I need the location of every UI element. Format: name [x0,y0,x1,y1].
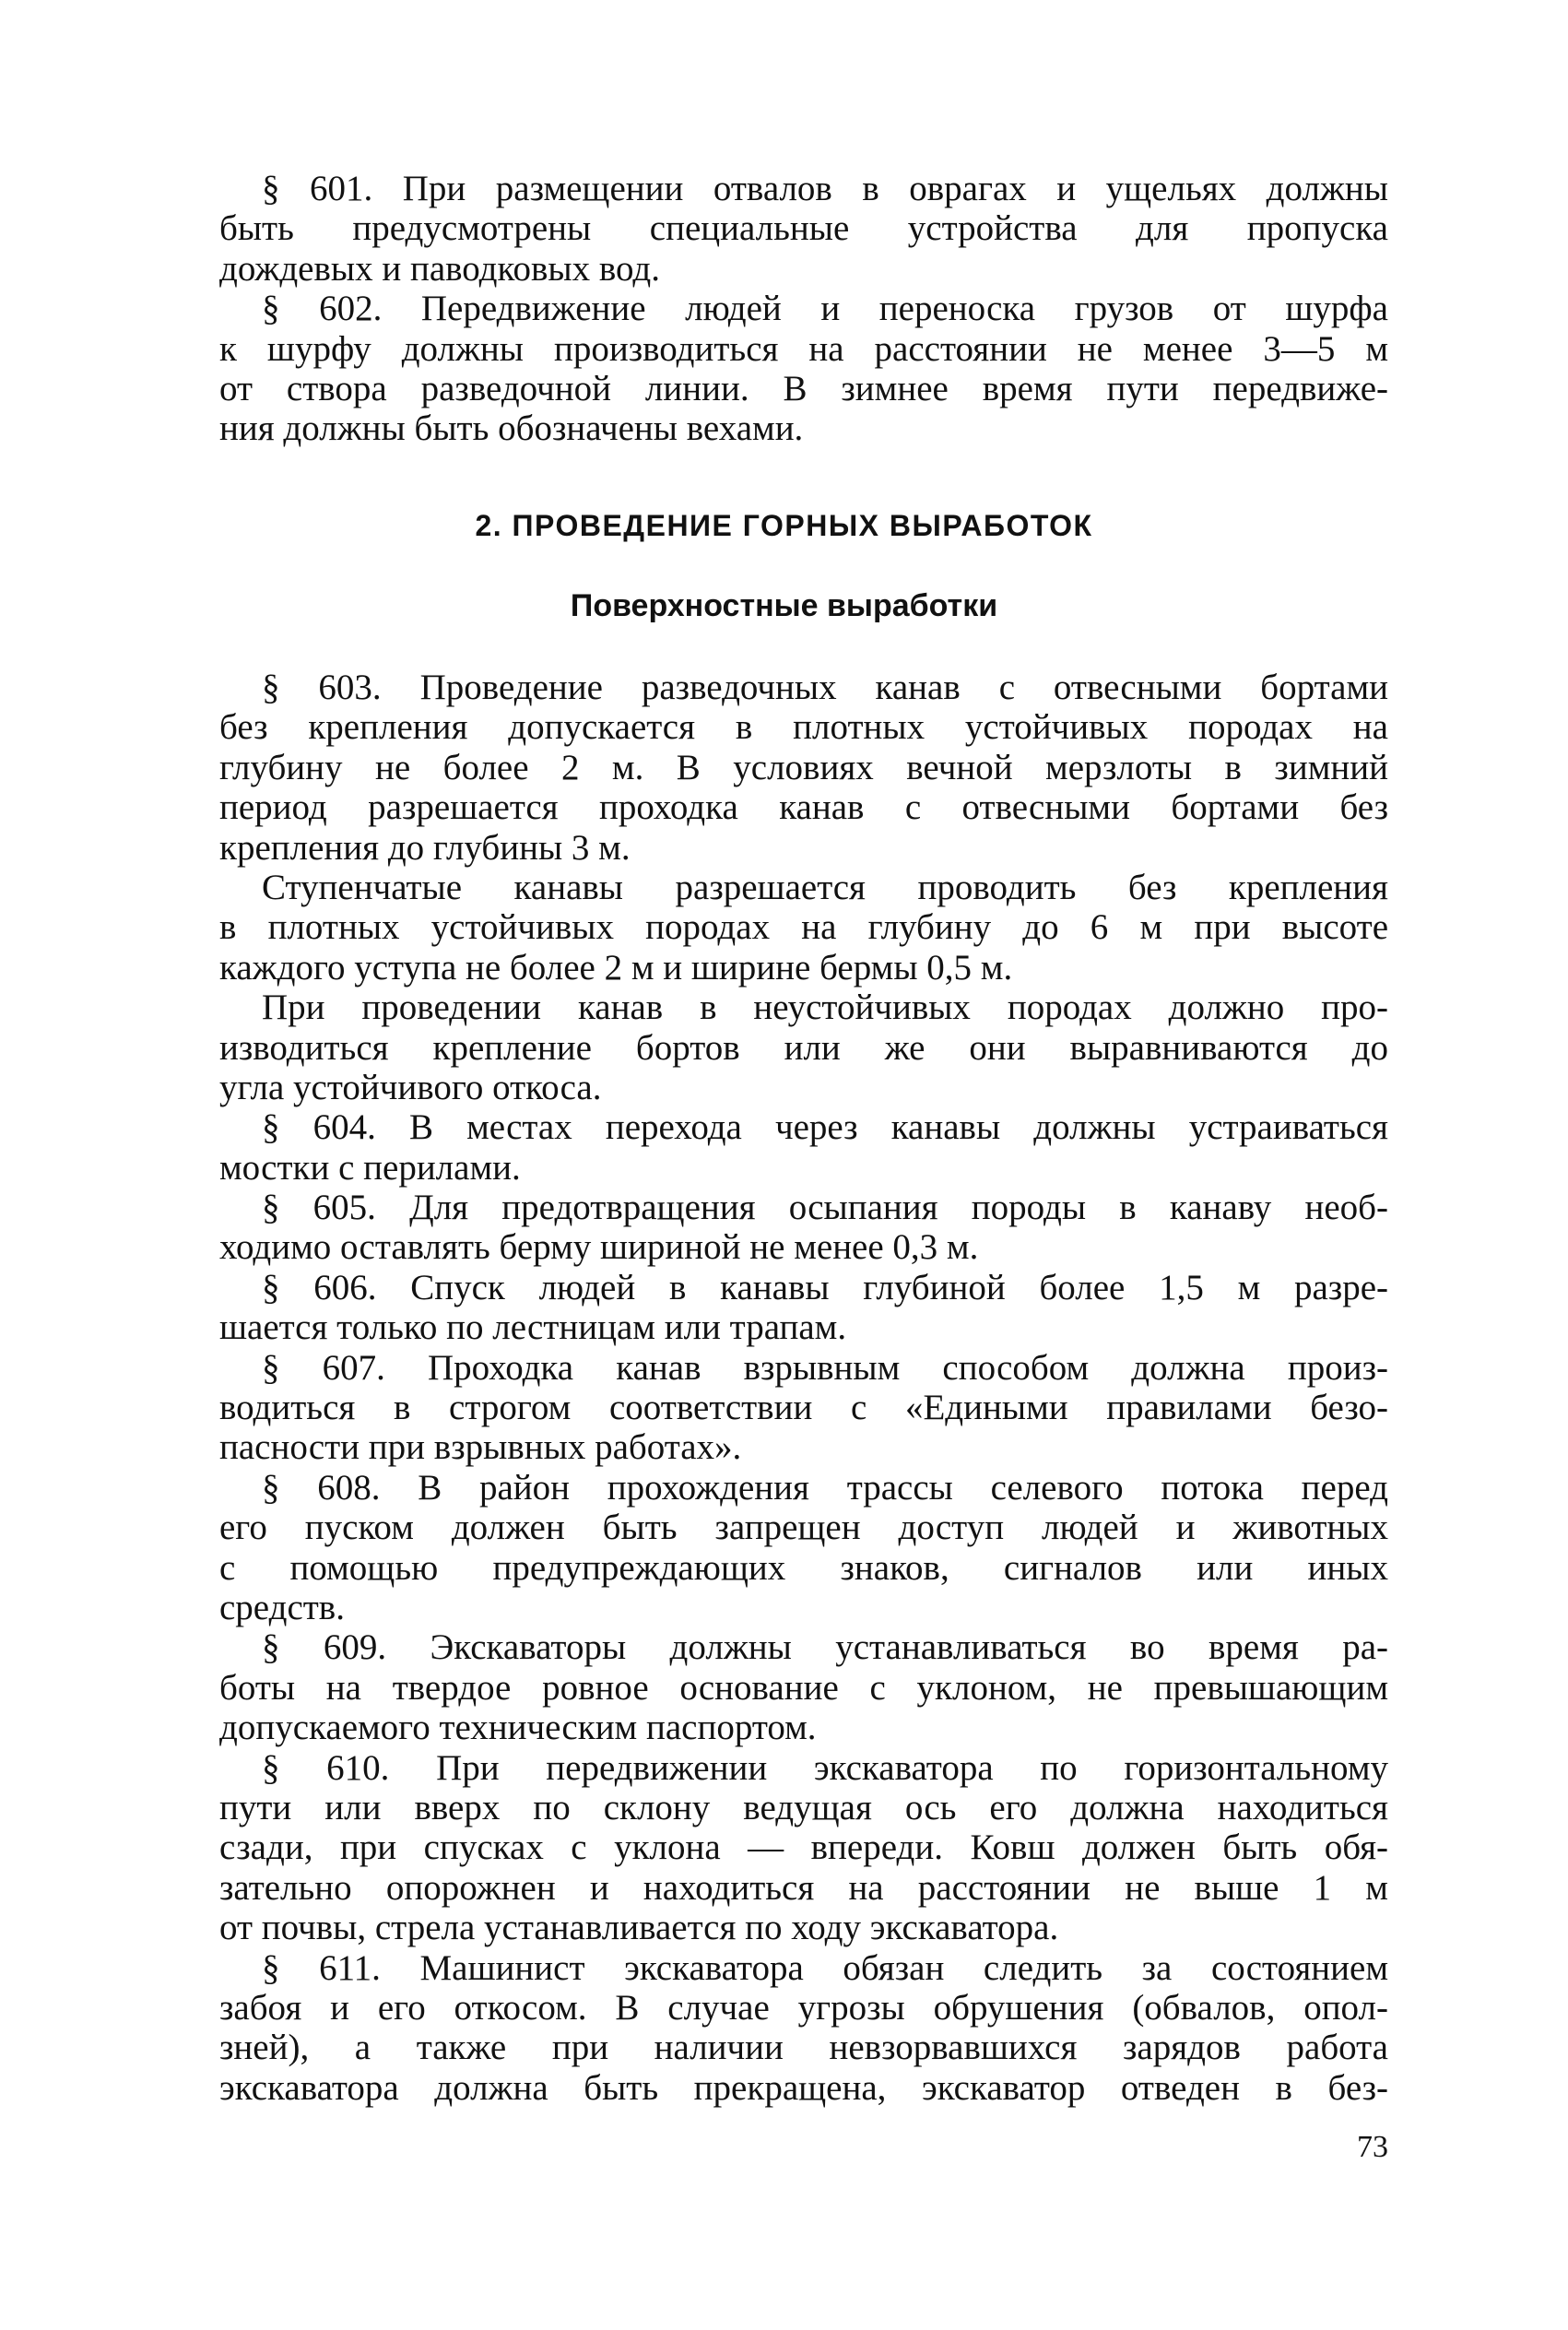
paragraph [219,1268,1388,1348]
text-line: боты на твердое ровное основание с уклоном, не превышающим [219,1667,1388,1708]
paragraph [219,1348,1388,1468]
text-line: § 606. Спуск людей в канавы глубиной более 1,5 м разре- [262,1267,1388,1307]
text-line: § 601. При размещении отвалов в оврагах и ущельях должны [262,169,1388,208]
text-line: период разрешается проходка канав с отвесными бортами без [219,787,1388,828]
text-block-top [219,169,1388,449]
text-line: ния должны быть обозначены вехами. [219,408,804,449]
text-line: быть предусмотрены специальные устройства для пропуска [219,208,1388,249]
text-line: § 605. Для предотвращения осыпания породы в канаву необ- [262,1188,1388,1228]
paragraph [219,868,1388,988]
text-line: его пуском должен быть запрещен доступ людей и животных [219,1508,1388,1548]
section-heading: 2. ПРОВЕДЕНИЕ ГОРНЫХ ВЫРАБОТОК [475,509,1093,542]
page-number: 73 [1357,2130,1388,2164]
text-line: экскаватора должна быть прекращена, экскаватор отведен в без- [219,2067,1388,2108]
text-line: § 602. Передвижение людей и переноска грузов от шурфа [262,289,1388,329]
text-line: зательно опорожнен и находиться на расстоянии не выше 1 м [219,1867,1388,1908]
paragraph [219,668,1388,868]
text-line: Ступенчатые канавы разрешается проводить без крепления [262,867,1388,907]
paragraph [219,1948,1388,2109]
text-line: средств. [219,1587,345,1627]
text-line: угла устойчивого откоса. [219,1067,602,1107]
text-line: каждого уступа не более 2 м и ширине бермы 0,5 м. [219,947,1013,988]
text-line: глубину не более 2 м. В условиях вечной мерзлоты в зимний [219,747,1388,787]
text-line: крепления до глубины 3 м. [219,827,631,868]
text-line: сзади, при спусках с уклона — впереди. Ковш должен быть обя- [219,1827,1388,1868]
text-line: § 603. Проведение разведочных канав с отвесными бортами [262,668,1388,707]
text-line: мостки с перилами. [219,1147,521,1188]
paragraph [219,1468,1388,1628]
text-line: от створа разведочной линии. В зимнее время пути передвиже- [219,368,1388,408]
paragraph [219,289,1388,449]
text-line: водиться в строгом соответствии с «Едиными правилами безо- [219,1388,1388,1428]
text-line: § 611. Машинист экскаватора обязан следить за состоянием [262,1947,1388,1988]
paragraph [219,1188,1388,1268]
text-line: § 607. Проходка канав взрывным способом должна произ- [262,1347,1388,1388]
text-line: При проведении канав в неустойчивых породах должно про- [262,988,1388,1028]
paragraph [219,1627,1388,1747]
text-line: пути или вверх по склону ведущая ось его должна находиться [219,1787,1388,1827]
paragraph [219,988,1388,1107]
text-line: ходимо оставлять берму шириной не менее 0,3 м. [219,1227,979,1268]
paragraph [219,1748,1388,1948]
text-block-main [219,668,1388,2108]
text-line: § 609. Экскаваторы должны устанавливаться во время ра- [262,1627,1388,1668]
text-line: забоя и его откосом. В случае угрозы обрушения (обвалов, опол- [219,1987,1388,2028]
text-line: изводиться крепление бортов или же они выравниваются до [219,1027,1388,1068]
text-line: без крепления допускается в плотных устойчивых породах на [219,707,1388,748]
text-line: пасности при взрывных работах». [219,1427,742,1468]
paragraph [219,1107,1388,1188]
text-line: § 610. При передвижении экскаватора по горизонтальному [262,1747,1388,1788]
text-line: зней), а также при наличии невзорвавшихся зарядов работа [219,2028,1388,2068]
text-line: допускаемого техническим паспортом. [219,1708,817,1748]
paragraph [219,169,1388,289]
text-line: § 608. В район прохождения трассы селевого потока перед [262,1467,1388,1508]
text-line: от почвы, стрела устанавливается по ходу экскаватора. [219,1908,1059,1948]
text-line: к шурфу должны производиться на расстоянии не менее 3—5 м [219,328,1388,369]
text-line: § 604. В местах перехода через канавы должны устраиваться [262,1107,1388,1148]
text-line: в плотных устойчивых породах на глубину до 6 м при высоте [219,907,1388,948]
text-line: с помощью предупреждающих знаков, сигналов или иных [219,1547,1388,1588]
subheading: Поверхностные выработки [570,588,998,623]
text-line: шается только по лестницам или трапам. [219,1307,847,1348]
text-line: дождевых и паводковых вод. [219,248,660,289]
